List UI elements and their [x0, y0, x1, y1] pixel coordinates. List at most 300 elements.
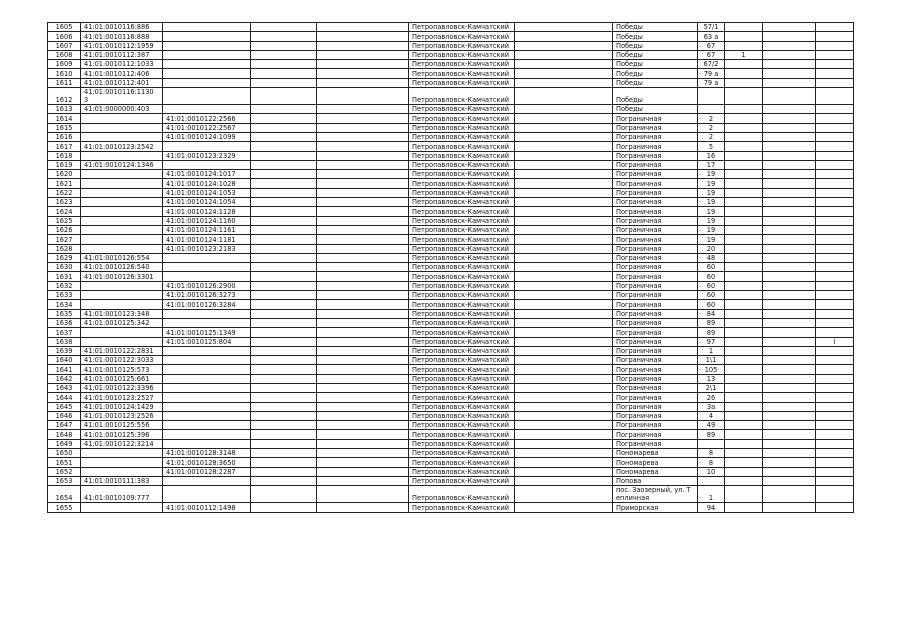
- extra-cell: [725, 123, 763, 132]
- empty-cell: [251, 105, 317, 114]
- table-row: [48, 235, 854, 244]
- table-row: [48, 346, 854, 355]
- street-cell: Пограничная: [613, 235, 698, 244]
- empty-cell: [763, 374, 816, 383]
- row-number-cell: 1618: [48, 151, 81, 160]
- empty-cell: [317, 88, 409, 105]
- extra-cell: [725, 235, 763, 244]
- extra-cell: [816, 132, 854, 141]
- cadastral-number-cell: [81, 225, 163, 234]
- extra-cell: [816, 393, 854, 402]
- street-cell: Пограничная: [613, 263, 698, 272]
- building-cadastral-number-cell: [163, 439, 251, 448]
- empty-cell: [763, 503, 816, 512]
- empty-cell: [763, 179, 816, 188]
- building-cadastral-number-cell: [163, 309, 251, 318]
- empty-cell: [251, 50, 317, 59]
- extra-cell: [816, 281, 854, 290]
- cadastral-number-cell: [81, 458, 163, 467]
- table-row: [48, 32, 854, 41]
- table-row: [48, 69, 854, 78]
- empty-cell: [317, 263, 409, 272]
- extra-cell: [725, 207, 763, 216]
- empty-cell: [763, 449, 816, 458]
- building-cadastral-number-cell: 41:01:0010126:3284: [163, 300, 251, 309]
- empty-cell: [515, 337, 613, 346]
- street-cell: Пограничная: [613, 123, 698, 132]
- row-number-cell: 1637: [48, 328, 81, 337]
- city-cell: Петропавловск-Камчатский: [409, 393, 515, 402]
- empty-cell: [515, 170, 613, 179]
- cadastral-number-cell: 41:01:0010112:406: [81, 69, 163, 78]
- table-row: [48, 318, 854, 327]
- empty-cell: [251, 160, 317, 169]
- empty-cell: [515, 225, 613, 234]
- building-cadastral-number-cell: 41:01:0010124:1181: [163, 235, 251, 244]
- house-number-cell: 19: [698, 170, 725, 179]
- house-number-cell: 94: [698, 503, 725, 512]
- house-number-cell: 2\1: [698, 383, 725, 392]
- city-cell: Петропавловск-Камчатский: [409, 439, 515, 448]
- house-number-cell: 84: [698, 309, 725, 318]
- street-cell: Пограничная: [613, 198, 698, 207]
- row-number-cell: 1647: [48, 421, 81, 430]
- extra-cell: [816, 244, 854, 253]
- empty-cell: [317, 486, 409, 503]
- extra-cell: [725, 356, 763, 365]
- empty-cell: [763, 160, 816, 169]
- empty-cell: [251, 476, 317, 485]
- building-cadastral-number-cell: 41:01:0010125:804: [163, 337, 251, 346]
- extra-cell: [725, 449, 763, 458]
- empty-cell: [317, 225, 409, 234]
- house-number-cell: 60: [698, 272, 725, 281]
- table-row: [48, 328, 854, 337]
- empty-cell: [317, 291, 409, 300]
- city-cell: Петропавловск-Камчатский: [409, 328, 515, 337]
- empty-cell: [317, 281, 409, 290]
- building-cadastral-number-cell: [163, 69, 251, 78]
- extra-cell: [816, 486, 854, 503]
- empty-cell: [515, 365, 613, 374]
- empty-cell: [251, 411, 317, 420]
- empty-cell: [763, 151, 816, 160]
- table-row: [48, 253, 854, 262]
- row-number-cell: 1631: [48, 272, 81, 281]
- street-cell: Пограничная: [613, 374, 698, 383]
- extra-cell: [725, 476, 763, 485]
- street-cell: Попова: [613, 476, 698, 485]
- empty-cell: [251, 439, 317, 448]
- row-number-cell: 1646: [48, 411, 81, 420]
- extra-cell: [725, 244, 763, 253]
- empty-cell: [515, 402, 613, 411]
- table-row: [48, 160, 854, 169]
- city-cell: Петропавловск-Камчатский: [409, 207, 515, 216]
- city-cell: Петропавловск-Камчатский: [409, 216, 515, 225]
- empty-cell: [251, 402, 317, 411]
- building-cadastral-number-cell: 41:01:0010124:1054: [163, 198, 251, 207]
- empty-cell: [317, 179, 409, 188]
- empty-cell: [515, 263, 613, 272]
- city-cell: Петропавловск-Камчатский: [409, 105, 515, 114]
- empty-cell: [251, 188, 317, 197]
- city-cell: Петропавловск-Камчатский: [409, 69, 515, 78]
- extra-cell: [725, 503, 763, 512]
- empty-cell: [515, 439, 613, 448]
- table-row: [48, 402, 854, 411]
- extra-cell: [816, 50, 854, 59]
- house-number-cell: 20: [698, 244, 725, 253]
- cadastral-number-cell: 41:01:0010122:3214: [81, 439, 163, 448]
- extra-cell: [816, 78, 854, 87]
- extra-cell: [816, 402, 854, 411]
- extra-cell: [816, 318, 854, 327]
- empty-cell: [251, 356, 317, 365]
- city-cell: Петропавловск-Камчатский: [409, 411, 515, 420]
- empty-cell: [763, 170, 816, 179]
- empty-cell: [317, 318, 409, 327]
- row-number-cell: 1628: [48, 244, 81, 253]
- extra-cell: [725, 383, 763, 392]
- cadastral-number-cell: 41:01:0010112:387: [81, 50, 163, 59]
- empty-cell: [515, 198, 613, 207]
- house-number-cell: 60: [698, 300, 725, 309]
- city-cell: Петропавловск-Камчатский: [409, 132, 515, 141]
- extra-cell: [816, 198, 854, 207]
- building-cadastral-number-cell: 41:01:0010125:1349: [163, 328, 251, 337]
- extra-cell: [816, 430, 854, 439]
- row-number-cell: 1623: [48, 198, 81, 207]
- empty-cell: [317, 170, 409, 179]
- cadastral-number-cell: [81, 216, 163, 225]
- street-cell: Пограничная: [613, 253, 698, 262]
- street-cell: Пономарева: [613, 449, 698, 458]
- empty-cell: [251, 337, 317, 346]
- empty-cell: [251, 467, 317, 476]
- house-number-cell: 1\1: [698, 356, 725, 365]
- row-number-cell: 1605: [48, 23, 81, 32]
- empty-cell: [763, 188, 816, 197]
- table-row: [48, 486, 854, 503]
- empty-cell: [317, 346, 409, 355]
- extra-cell: [816, 439, 854, 448]
- empty-cell: [515, 179, 613, 188]
- city-cell: Петропавловск-Камчатский: [409, 337, 515, 346]
- building-cadastral-number-cell: 41:01:0010123:2183: [163, 244, 251, 253]
- cadastral-number-cell: 41:01:0010112:1033: [81, 60, 163, 69]
- empty-cell: [317, 114, 409, 123]
- street-cell: Победы: [613, 23, 698, 32]
- extra-cell: [725, 88, 763, 105]
- row-number-cell: 1624: [48, 207, 81, 216]
- extra-cell: [725, 225, 763, 234]
- house-number-cell: 63 а: [698, 32, 725, 41]
- cadastral-number-cell: 41:01:0010122:3396: [81, 383, 163, 392]
- extra-cell: [725, 272, 763, 281]
- building-cadastral-number-cell: [163, 486, 251, 503]
- row-number-cell: 1621: [48, 179, 81, 188]
- building-cadastral-number-cell: [163, 393, 251, 402]
- street-cell: Победы: [613, 32, 698, 41]
- empty-cell: [251, 88, 317, 105]
- street-cell: Пограничная: [613, 411, 698, 420]
- empty-cell: [763, 142, 816, 151]
- empty-cell: [251, 69, 317, 78]
- extra-cell: [725, 467, 763, 476]
- house-number-cell: 10: [698, 467, 725, 476]
- empty-cell: [515, 393, 613, 402]
- empty-cell: [251, 114, 317, 123]
- row-number-cell: 1627: [48, 235, 81, 244]
- empty-cell: [317, 439, 409, 448]
- extra-cell: [725, 132, 763, 141]
- empty-cell: [763, 32, 816, 41]
- house-number-cell: 1: [698, 346, 725, 355]
- city-cell: Петропавловск-Камчатский: [409, 225, 515, 234]
- house-number-cell: 8: [698, 449, 725, 458]
- extra-cell: [725, 216, 763, 225]
- row-number-cell: 1636: [48, 318, 81, 327]
- row-number-cell: 1638: [48, 337, 81, 346]
- empty-cell: [763, 486, 816, 503]
- street-cell: Пограничная: [613, 142, 698, 151]
- table-row: [48, 198, 854, 207]
- row-number-cell: 1630: [48, 263, 81, 272]
- city-cell: Петропавловск-Камчатский: [409, 198, 515, 207]
- empty-cell: [251, 198, 317, 207]
- city-cell: Петропавловск-Камчатский: [409, 281, 515, 290]
- table-row: [48, 78, 854, 87]
- cadastral-number-cell: 41:01:0010125:396: [81, 430, 163, 439]
- house-number-cell: 1: [698, 486, 725, 503]
- cadastral-number-cell: 41:01:0010123:2526: [81, 411, 163, 420]
- cadastral-number-cell: 41:01:0010123:348: [81, 309, 163, 318]
- row-number-cell: 1610: [48, 69, 81, 78]
- row-number-cell: 1616: [48, 132, 81, 141]
- empty-cell: [763, 411, 816, 420]
- table-row: [48, 383, 854, 392]
- empty-cell: [763, 105, 816, 114]
- table-row: [48, 179, 854, 188]
- street-cell: Приморская: [613, 503, 698, 512]
- table-row: [48, 88, 854, 105]
- empty-cell: [763, 263, 816, 272]
- empty-cell: [763, 467, 816, 476]
- city-cell: Петропавловск-Камчатский: [409, 476, 515, 485]
- house-number-cell: [698, 476, 725, 485]
- table-body: [48, 23, 854, 513]
- street-cell: Пограничная: [613, 328, 698, 337]
- table-row: [48, 476, 854, 485]
- empty-cell: [515, 291, 613, 300]
- city-cell: Петропавловск-Камчатский: [409, 458, 515, 467]
- row-number-cell: 1634: [48, 300, 81, 309]
- empty-cell: [317, 421, 409, 430]
- house-number-cell: 19: [698, 198, 725, 207]
- extra-cell: [816, 374, 854, 383]
- house-number-cell: 19: [698, 179, 725, 188]
- street-cell: Пограничная: [613, 170, 698, 179]
- row-number-cell: 1652: [48, 467, 81, 476]
- empty-cell: [317, 50, 409, 59]
- building-cadastral-number-cell: 41:01:0010124:1028: [163, 179, 251, 188]
- empty-cell: [763, 198, 816, 207]
- empty-cell: [317, 411, 409, 420]
- building-cadastral-number-cell: [163, 142, 251, 151]
- row-number-cell: 1619: [48, 160, 81, 169]
- street-cell: Пограничная: [613, 188, 698, 197]
- table-row: [48, 60, 854, 69]
- empty-cell: [251, 503, 317, 512]
- street-cell: Пограничная: [613, 244, 698, 253]
- empty-cell: [763, 309, 816, 318]
- empty-cell: [515, 411, 613, 420]
- extra-cell: [725, 160, 763, 169]
- building-cadastral-number-cell: [163, 272, 251, 281]
- city-cell: Петропавловск-Камчатский: [409, 253, 515, 262]
- extra-cell: [816, 253, 854, 262]
- empty-cell: [251, 216, 317, 225]
- row-number-cell: 1622: [48, 188, 81, 197]
- street-cell: Пограничная: [613, 281, 698, 290]
- empty-cell: [317, 393, 409, 402]
- empty-cell: [251, 374, 317, 383]
- empty-cell: [763, 476, 816, 485]
- extra-cell: [725, 328, 763, 337]
- row-number-cell: 1649: [48, 439, 81, 448]
- cadastral-number-cell: 41:01:0010125:573: [81, 365, 163, 374]
- cadastral-number-cell: [81, 337, 163, 346]
- empty-cell: [317, 78, 409, 87]
- street-cell: Пограничная: [613, 318, 698, 327]
- house-number-cell: [698, 105, 725, 114]
- extra-cell: [725, 263, 763, 272]
- empty-cell: [763, 23, 816, 32]
- empty-cell: [763, 244, 816, 253]
- empty-cell: [251, 272, 317, 281]
- empty-cell: [515, 318, 613, 327]
- building-cadastral-number-cell: [163, 430, 251, 439]
- city-cell: Петропавловск-Камчатский: [409, 486, 515, 503]
- empty-cell: [515, 467, 613, 476]
- empty-cell: [251, 486, 317, 503]
- extra-cell: [816, 216, 854, 225]
- street-cell: Пограничная: [613, 337, 698, 346]
- empty-cell: [763, 291, 816, 300]
- empty-cell: [251, 60, 317, 69]
- empty-cell: [317, 402, 409, 411]
- house-number-cell: 17: [698, 160, 725, 169]
- building-cadastral-number-cell: [163, 318, 251, 327]
- extra-cell: [725, 365, 763, 374]
- empty-cell: [251, 235, 317, 244]
- street-cell: Пограничная: [613, 430, 698, 439]
- row-number-cell: 1655: [48, 503, 81, 512]
- building-cadastral-number-cell: 41:01:0010123:2329: [163, 151, 251, 160]
- row-number-cell: 1620: [48, 170, 81, 179]
- row-number-cell: 1653: [48, 476, 81, 485]
- city-cell: Петропавловск-Камчатский: [409, 318, 515, 327]
- empty-cell: [763, 356, 816, 365]
- empty-cell: [763, 439, 816, 448]
- table-row: [48, 458, 854, 467]
- building-cadastral-number-cell: 41:01:0010128:3650: [163, 458, 251, 467]
- cadastral-number-cell: 41:01:0010123:2542: [81, 142, 163, 151]
- house-number-cell: 67: [698, 41, 725, 50]
- city-cell: Петропавловск-Камчатский: [409, 309, 515, 318]
- empty-cell: [317, 374, 409, 383]
- row-number-cell: 1644: [48, 393, 81, 402]
- empty-cell: [515, 235, 613, 244]
- street-cell: Пономарева: [613, 458, 698, 467]
- extra-cell: [725, 105, 763, 114]
- city-cell: Петропавловск-Камчатский: [409, 374, 515, 383]
- cadastral-number-cell: 41:01:0010109:777: [81, 486, 163, 503]
- empty-cell: [515, 309, 613, 318]
- empty-cell: [515, 458, 613, 467]
- city-cell: Петропавловск-Камчатский: [409, 346, 515, 355]
- empty-cell: [251, 123, 317, 132]
- empty-cell: [763, 235, 816, 244]
- building-cadastral-number-cell: [163, 263, 251, 272]
- extra-cell: [816, 291, 854, 300]
- table-row: [48, 225, 854, 234]
- empty-cell: [317, 41, 409, 50]
- table-row: [48, 439, 854, 448]
- extra-cell: [816, 421, 854, 430]
- empty-cell: [317, 151, 409, 160]
- extra-cell: I: [816, 337, 854, 346]
- table-row: [48, 365, 854, 374]
- house-number-cell: 13: [698, 374, 725, 383]
- extra-cell: 1: [725, 50, 763, 59]
- empty-cell: [317, 235, 409, 244]
- empty-cell: [515, 476, 613, 485]
- cadastral-number-cell: 41:01:0010111:383: [81, 476, 163, 485]
- cadastral-number-cell: 41:01:0010122:3033: [81, 356, 163, 365]
- empty-cell: [515, 88, 613, 105]
- empty-cell: [317, 216, 409, 225]
- empty-cell: [317, 142, 409, 151]
- building-cadastral-number-cell: 41:01:0010128:3148: [163, 449, 251, 458]
- extra-cell: [816, 263, 854, 272]
- house-number-cell: 4: [698, 411, 725, 420]
- city-cell: Петропавловск-Камчатский: [409, 244, 515, 253]
- cadastral-number-cell: [81, 132, 163, 141]
- empty-cell: [763, 132, 816, 141]
- empty-cell: [763, 300, 816, 309]
- extra-cell: [816, 328, 854, 337]
- row-number-cell: 1642: [48, 374, 81, 383]
- extra-cell: [725, 69, 763, 78]
- house-number-cell: 89: [698, 328, 725, 337]
- cadastral-number-cell: 41:01:0010124:1429: [81, 402, 163, 411]
- empty-cell: [763, 114, 816, 123]
- row-number-cell: 1613: [48, 105, 81, 114]
- table-row: [48, 337, 854, 346]
- empty-cell: [763, 225, 816, 234]
- city-cell: Петропавловск-Камчатский: [409, 123, 515, 132]
- empty-cell: [251, 458, 317, 467]
- house-number-cell: 48: [698, 253, 725, 262]
- table-row: [48, 132, 854, 141]
- empty-cell: [317, 207, 409, 216]
- empty-cell: [763, 365, 816, 374]
- empty-cell: [317, 132, 409, 141]
- empty-cell: [251, 281, 317, 290]
- cadastral-number-cell: 41:01:0010112:401: [81, 78, 163, 87]
